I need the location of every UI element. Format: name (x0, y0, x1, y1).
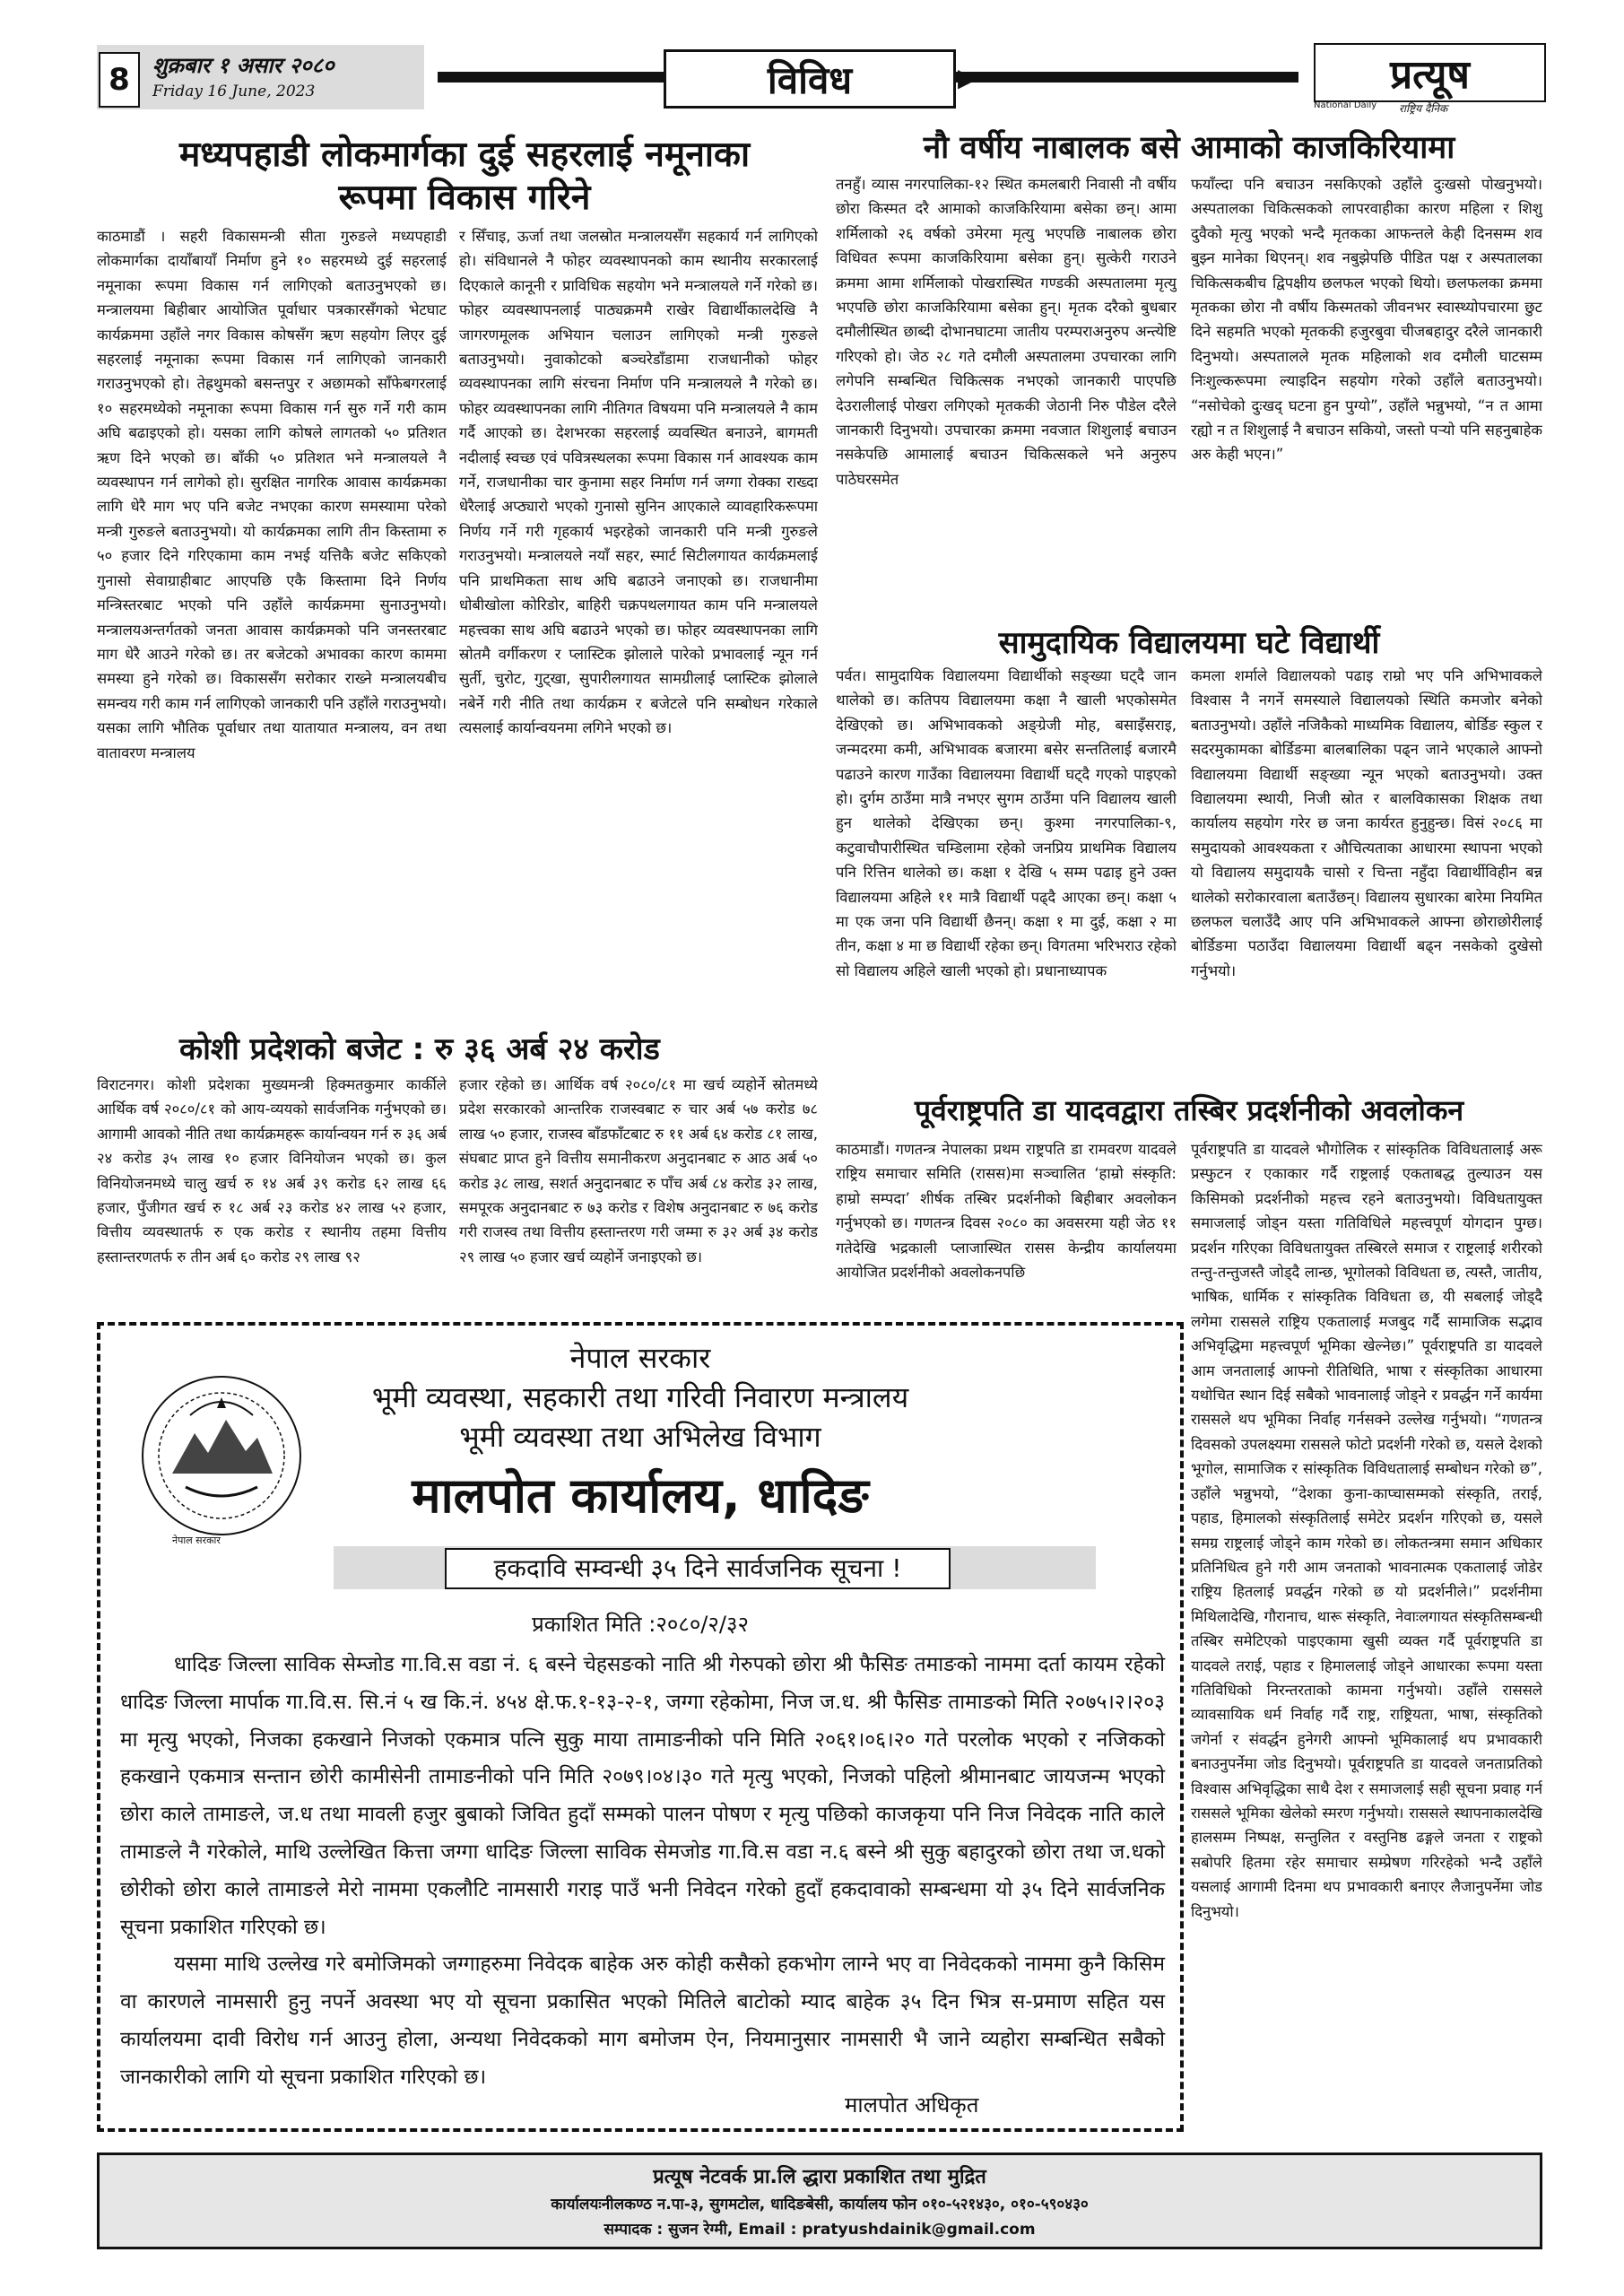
notice-body (120, 1647, 1165, 2097)
article1-headline-1: मध्यपहाडी लोकमार्गका दुई सहरलाई नमूनाका (178, 135, 751, 175)
article1-col2-text: र सिँचाइ, ऊर्जा तथा जलस्रोत मन्त्रालयसँग सहकार्य गर्न लागिएको हो। संविधानले नै फोहर व्यवस्थापनको काम स्थानीय सरकारलाई दिएकाले कानूनी र प्राविधिक सहयोग भने मन्त्रालयले गर्ने गरेको छ। फोहर व्यवस्थापनलाई पाठ्यक्रममै राखेर विद्यार्थीकालदेखि नै जागरणमूलक अभियान चलाउन लागिएको मन्त्री गुरुङले बताउनुभयो। नुवाकोटको बञ्चरेडाँडामा राजधानीको फोहर व्यवस्थापनका लागि संरचना निर्माण पनि मन्त्रालयले नै गरेको छ। फोहर व्यवस्थापनका लागि नीतिगत विषयमा पनि मन्त्रालयले नै काम गर्दै आएको छ। देशभरका सहरलाई व्यवस्थित बनाउने, बागमती नदीलाई स्वच्छ एवं पवित्रस्थलका रूपमा विकास गर्न आवश्यक काम गर्ने, राजधानीका चार कुनामा सहर निर्माण गर्न जग्गा रोक्का राख्दा धेरैलाई अप्ठ्यारो भएको गुनासो सुनिन आएकाले व्यावहारिकरूपमा निर्णय गर्ने गरी गृहकार्य भइरहेको जानकारी पनि मन्त्री गुरुङले गराउनुभयो। मन्त्रालयले नयाँ सहर, स्मार्ट सिटीलगायत कार्यक्रमलाई पनि प्राथमिकता साथ अघि बढाउने जनाएको छ। राजधानीमा धोबीखोला कोरिडोर, बाहिरी चक्रपथलगायत काम पनि मन्त्रालयले महत्त्वका साथ अघि बढाउने भएको छ। फोहर व्यवस्थापनका लागि स्रोतमै वर्गीकरण र प्लास्टिक झोलाले पारेको प्रभावलाई न्यून गर्न सुर्ती, चुरोट, गुट्खा, सुपारीलगायत सामग्रीलाई प्लास्टिक झोलाले नबेर्ने गरी नीति तथा कार्यक्रम र बजेटले पनि सम्बोधन गरेकाले त्यसलाई कार्यान्वयनमा लगिने भएको छ। (459, 228, 818, 737)
article2-col1 (97, 1073, 447, 1315)
article3-col1-text: तनहुँ। व्यास नगरपालिका-१२ स्थित कमलबारी निवासी नौ वर्षीय छोरा किस्मत दरै आमाको काजकिरियामा बसेका छन्। आमा शर्मिलाको २६ वर्षको उमेरमा मृत्यु भएपछि नाबालक छोरा विधिवत रूपमा काजकिरियामा बसेका हुन्। सुत्केरी गराउने क्रममा आमा शर्मिलाको पोखरास्थित गण्डकी अस्पतालमा मृत्यु भएपछि छोरा काजकिरियामा बसेका हुन्। मृतक दरैको बुधबार दमौलीस्थित छाब्दी दोभानघाटमा जातीय परम्पराअनुरुप अन्त्येष्टि गरिएको हो। जेठ २८ गते दमौली अस्पतालमा उपचारका लागि लगेपनि सम्बन्धित चिकित्सक नभएको जानकारी पाएपछि देउरालीलाई पोखरा लगिएको मृतककी जेठानी निरु पौडेल दरैले जानकारी दिनुभयो। उपचारका क्रममा नवजात शिशुलाई बचाउन नसकेपछि आमालाई बचाउन चिकित्सकले भने अनुरुप पाठेघरसमेत (836, 176, 1177, 488)
notice-title: हकदावि सम्वन्धी ३५ दिने सार्वजनिक सूचना ! (445, 1548, 951, 1589)
article2-col2-text: हजार रहेको छ। आर्थिक वर्ष २०८०/८१ मा खर्च व्यहोर्ने स्रोतमध्ये प्रदेश सरकारको आन्तरिक राजस्वबाट रु चार अर्ब ५७ करोड ७८ लाख ५० हजार, राजस्व बाँडफाँटबाट रु ११ अर्ब ६४ करोड ८१ लाख, संघबाट प्राप्त हुने वित्तीय समानीकरण अनुदानबाट रु आठ अर्ब ५० करोड ३८ लाख, सशर्त अनुदानबाट रु पाँच अर्ब ८४ करोड ३२ लाख, समपूरक अनुदानबाट रु ७३ करोड र विशेष अनुदानबाट रु ७६ करोड गरी राजस्व तथा वित्तीय हस्तान्तरण गरी जम्मा रु ३२ अर्ब ३४ करोड २९ लाख ५० हजार खर्च व्यहोर्ने जनाइएको छ। (459, 1076, 818, 1265)
notice-published-date: प्रकाशित मिति :२०८०/२/३२ (532, 1612, 749, 1637)
article5-col1 (836, 1137, 1177, 1317)
article4-col1-text: पर्वत। सामुदायिक विद्यालयमा विद्यार्थीको सङ्ख्या घट्दै जान थालेको छ। कतिपय विद्यालयमा कक्षा नै खाली भएकोसमेत देखिएको छ। अभिभावकको अङ्ग्रेजी मोह, बसाइँसराइ, जन्मदरमा कमी, अभिभावक बजारमा बसेर सन्ततिलाई बजारमै पढाउने कारण गाउँका विद्यालयमा विद्यार्थी घट्दै गएको पाइएको हो। दुर्गम ठाउँमा मात्रै नभएर सुगम ठाउँमा पनि विद्यालय खाली हुन थालेको देखिएका छन्। कुश्मा नगरपालिका-९, कटुवाचौपारीस्थित चम्डिलामा रहेको जनप्रिय प्राथमिक विद्यालय पनि रित्तिन थालेको छ। कक्षा १ देखि ५ सम्म पढाइ हुने उक्त विद्यालयमा अहिले ११ मात्रै विद्यार्थी पढ्दै आएका छन्। कक्षा ५ मा एक जना पनि विद्यार्थी छैनन्। कक्षा १ मा दुई, कक्षा २ मा तीन, कक्षा ४ मा छ विद्यार्थी रहेका छन्। विगतमा भरिभराउ रहेको सो विद्यालय अहिले खाली भएको हो। प्रधानाध्यापक (836, 667, 1177, 979)
notice-signature: मालपोत अधिकृत (845, 2092, 979, 2118)
footer (97, 2152, 1542, 2249)
section-title: विविध (664, 49, 956, 109)
article5-headline: पूर्वराष्ट्रपति डा यादवद्वारा तस्बिर प्रदर्शनीको अवलोकन (914, 1093, 1464, 1127)
article4-col1 (836, 664, 1177, 1085)
newspaper-logo: प्रत्यूष (1314, 43, 1546, 102)
footer-line2: कार्यालयःनीलकण्ठ न.पा-३, सुगमटोल, धादिङबेसी, कार्यालय फोन ०१०-५२१४३०, ०१०-५९०४३० (551, 2196, 1089, 2213)
article3-col1 (836, 172, 1177, 612)
logo-national: National Daily (1314, 100, 1377, 110)
date-nepali: शुक्रबार १ असार २०८० (152, 53, 334, 78)
article2-col1-text: विराटनगर। कोशी प्रदेशका मुख्यमन्त्री हिक्मतकुमार कार्कीले आर्थिक वर्ष २०८०/८१ को आय-व्ययको सार्वजनिक गर्नुभएको छ। आगामी आवको नीति तथा कार्यक्रमहरू कार्यान्वयन गर्न रु ३६ अर्ब २४ करोड ३५ लाख १० हजार विनियोजन भएको छ। कुल विनियोजनमध्ये चालु खर्च रु १४ अर्ब ३९ करोड ६२ लाख ६६ हजार, पुँजीगत खर्च रु १८ अर्ब २३ करोड ४२ लाख ५२ हजार, वित्तीय व्यवस्थातर्फ रु एक करोड र स्थानीय तहमा वित्तीय हस्तान्तरणतर्फ रु तीन अर्ब ६० करोड २९ लाख ९२ (97, 1076, 447, 1265)
article1-headline-2: रूपमा विकास गरिने (338, 178, 591, 218)
footer-line3: सम्पादक : सुजन रेग्मी, Email : pratyushdainik@gmail.com (604, 2221, 1036, 2239)
notice-line1: नेपाल सरकार (569, 1341, 711, 1375)
article2-headline: कोशी प्रदेशको बजेट : रु ३६ अर्ब २४ करोड (179, 1031, 660, 1067)
article2-col2 (459, 1073, 818, 1315)
article1-col2 (459, 224, 818, 1031)
article3-col2-text: फयाँल्दा पनि बचाउन नसकिएको उहाँले दुःखसो पोखनुभयो। अस्पतालका चिकित्सकको लापरवाहीका कारण महिला र शिशु दुवैको मृत्यु भएको भन्दै मृतकका आफन्तले केही दिनसम्म शव बुझ्न मानेका थिएनन्। शव नबुझेपछि पीडित पक्ष र अस्पतालका चिकित्सकबीच द्विपक्षीय छलफल भएको थियो। छलफलका क्रममा मृतकका छोरा नौ वर्षीय किस्मतको जीवनभर स्वास्थ्योपचारमा छुट दिने सहमति भएको मृतककी हजुरबुवा चीजबहादुर दरैले जानकारी दिनुभयो। अस्पतालले मृतक महिलाको शव दमौली घाटसम्म निःशुल्करूपमा ल्याइदिन सहयोग गरेको उहाँले बताउनुभयो। “नसोचेको दुःखद् घटना हुन पुग्यो”, उहाँले भन्नुभयो, “न त आमा रह्यो न त शिशुलाई नै बचाउन सकियो, जस्तो पर्‍यो पनि सहनुबाहेक अरु केही भएन।” (1191, 176, 1542, 464)
right-arrow-icon: ▶ (958, 63, 977, 92)
article4-col2 (1191, 664, 1542, 1085)
footer-line1: प्रत्यूष नेटवर्क प्रा.लि द्धारा प्रकाशित तथा मुद्रित (653, 2166, 986, 2188)
article3-col2 (1191, 172, 1542, 612)
article5-col2 (1191, 1137, 1542, 2142)
article1-col1 (97, 224, 447, 1031)
notice-para2: यसमा माथि उल्लेख गरे बमोजिमको जग्गाहरुमा निवेदक बाहेक अरु कोही कसैको हकभोग लाग्ने भए वा निवेदकको नाममा कुनै किसिम वा कारणले नामसारी हुनु नपर्ने अवस्था भए यो सूचना प्रकासित भएको मितिले बाटोको म्याद बाहेक ३५ दिन भित्र स-प्रमाण सहित यस कार्यालयमा दावी विरोध गर्न आउनु होला, अन्यथा निवेदकको माग बमोजम ऐन, नियमानुसार नामसारी भै जाने व्यहोरा सम्बन्धित सबैको जानकारीको लागि यो सूचना प्रकाशित गरिएको छ। (120, 1952, 1165, 2089)
emblem-caption: नेपाल सरकार (172, 1535, 221, 1546)
notice-office: मालपोत कार्यालय, धादिङ (412, 1467, 869, 1524)
notice-para1: धादिङ जिल्ला साविक सेम्जोड गा.वि.स वडा नं. ६ बस्ने चेहसङको नाति श्री गेरुपको छोरा श्री फैसिङ तमाङको नाममा दर्ता कायम रहेको धादिङ जिल्ला मार्पाक गा.वि.स. सि.नं ५ ख कि.नं. ४५४ क्षे.फ.१-१३-२-१, जग्गा रहेकोमा, निज ज.ध. श्री फैसिङ तामाङको मिति २०७५।२।२०३ मा मृत्यु भएको, निजका हकखाने निजको एकमात्र पत्नि सुकु माया तामाङनीको पनि मिति २०६१।०६।२० गते परलोक भएको र नजिकको हकखाने एकमात्र सन्तान छोरी कामीसेनी तामाङनीको पनि मिति २०७९।०४।३० गते मृत्यु भएको, निजको पहिलो श्रीमानबाट जायजन्म भएको छोरा काले तामाङले, ज.ध तथा मावली हजुर बुबाको जिवित हुदाँ सम्मको पालन पोषण र मृत्यु पछिको काजकृया पनि निज निवेदक नाति काले तामाङले नै गरेकोले, माथि उल्लेखित कित्ता जग्गा धादिङ जिल्ला साविक सेमजोड गा.वि.स वडा न.६ बस्ने श्री सुकु बहादुरको छोरा तथा ज.धको छोरीको छोरा काले तामाङले मेरो नाममा एकलौटि नामसारी गराइ पाउँ भनी निवेदन गरेको हुदाँ हकदावाको सम्बन्धमा यो ३५ दिने सार्वजनिक सूचना प्रकाशित गरिएको छ। (120, 1653, 1165, 1939)
article4-headline: सामुदायिक विद्यालयमा घटे विद्यार्थी (998, 625, 1380, 661)
article1-col1-text: काठमाडौं । सहरी विकासमन्त्री सीता गुरुङले मध्यपहाडी लोकमार्गका दायाँबायाँ निर्माण हुने १० सहरमध्ये दुई सहरलाई नमूनाका रूपमा विकास गर्न लागिएको बताउनुभएको छ। मन्त्रालयमा बिहीबार आयोजित पूर्वाधार पत्रकारसँगको भेटघाट कार्यक्रममा उहाँले नगर विकास कोषसँग ऋण सहयोग लिएर दुई सहरलाई नमूनाका रूपमा विकास गर्न लागिएको जानकारी गराउनुभएको हो। तेह्रथुमको बसन्तपुर र अछामको साँफेबगरलाई १० सहरमध्येको नमूनाका रूपमा विकास गर्न सुरु गर्ने गरी काम अघि बढाइएको हो। यसका लागि कोषले लागतको ५० प्रतिशत ऋण दिने भएको छ। बाँकी ५० प्रतिशत भने मन्त्रालयले नै व्यवस्थापन गर्न लागेको हो। सुरक्षित नागरिक आवास कार्यक्रमका लागि धेरै माग भए पनि बजेट नभएका कारण समस्यामा परेको मन्त्री गुरुङले बताउनुभयो। यो कार्यक्रमका लागि तीन किस्तामा रु ५० हजार दिने गरिएकामा काम नभई यत्तिकै बजेट सकिएको गुनासो सेवाग्राहीबाट आएपछि एकै किस्तामा दिने निर्णय मन्त्रिस्तरबाट भएको पनि उहाँले कार्यक्रममा सुनाउनुभयो। मन्त्रालयअन्तर्गतको जनता आवास कार्यक्रमको पनि जनस्तरबाट माग धेरै आउने गरेको छ। तर बजेटको अभावका कारण काममा समस्या हुने गरेको छ। विकाससँग सरोकार राख्ने मन्त्रालयबीच समन्वय गरी काम गर्न लागिएको जानकारी पनि उहाँले गराउनुभयो। यसका लागि भौतिक पूर्वाधार तथा यातायात मन्त्रालय, वन तथा वातावरण मन्त्रालय (97, 228, 447, 761)
article4-col2-text: कमला शर्माले विद्यालयको पढाइ राम्रो भए पनि अभिभावकले विश्वास नै नगर्ने समस्याले विद्यालयको स्थिति कमजोर बनेको बताउनुभयो। उहाँले नजिकैको माध्यमिक विद्यालय, बोर्डिङ स्कुल र सदरमुकामका बोर्डिङमा बालबालिका पढ्न जाने भएकाले आफ्नो विद्यालयमा विद्यार्थी सङ्ख्या न्यून भएको बताउनुभयो। उक्त विद्यालयमा स्थायी, निजी स्रोत र बालविकासका शिक्षक तथा कार्यालय सहयोग गरेर छ जना कार्यरत हुनुहुन्छ। विसं २०८६ मा समुदायको आवश्यकता र औचित्यताका आधारमा स्थापना भएको यो विद्यालय समुदायकै चासो र चिन्ता नहुँदा विद्यार्थीविहीन बन्न थालेको सरोकारवाला बताउँछन्। विद्यालय सुधारका बारेमा नियमित छलफल चलाउँदै आए पनि अभिभावकले आफ्ना छोराछोरीलाई बोर्डिङमा पठाउँदा विद्यालयमा विद्यार्थी बढ्न नसकेको दुखेसो गर्नुभयो। (1191, 667, 1542, 979)
article5-col2-text: पूर्वराष्ट्रपति डा यादवले भौगोलिक र सांस्कृतिक विविधतालाई अरू प्रस्फुटन र एकाकार गर्दै राष्ट्रलाई एकताबद्ध तुल्याउन यस किसिमको प्रदर्शनीको महत्त्व रहने बताउनुभयो। विविधतायुक्त समाजलाई जोड्न यस्ता गतिविधिले महत्त्वपूर्ण योगदान पुग्छ। प्रदर्शन गरिएका विविधतायुक्त तस्बिरले समाज र राष्ट्रलाई शरीरको तन्तु-तन्तुजस्तै जोड्दै लान्छ, भूगोलको विविधता छ, त्यस्तै, जातीय, भाषिक, धार्मिक र सांस्कृतिक विविधता छ, यी सबलाई जोड्दै लगेमा राससले राष्ट्रिय एकतालाई मजबुद गर्दै सामाजिक सद्भाव अभिवृद्धिमा महत्त्वपूर्ण भूमिका खेल्नेछ।” पूर्वराष्ट्रपति डा यादवले आम जनतालाई आफ्नो रीतिथिति, भाषा र संस्कृतिका आधारमा यथोचित स्थान दिई सबैको भावनालाई जोड्ने र प्रवर्द्धन गर्ने कार्यमा राससले थप भूमिका निर्वाह गर्नसक्ने उल्लेख गर्नुभयो। “गणतन्त्र दिवसको उपलक्ष्यमा राससले फोटो प्रदर्शनी गरेको छ, यसले देशको भूगोल, सामाजिक र सांस्कृतिक विविधतालाई सम्बोधन गरेको छ”, उहाँले भन्नुभयो, “देशका कुना-काप्चासम्मको संस्कृति, तराई, पहाड, हिमालको संस्कृतिलाई समेटेर प्रदर्शन गरिएको छ, यसले समग्र राष्ट्रलाई जोड्ने काम गरेको छ। लोकतन्त्रमा समान अधिकार प्रतिनिधित्व हुने गरी आम जनताको भावनात्मक एकतालाई जोडेर राष्ट्रिय हितलाई प्रवर्द्धन गरेको छ यो प्रदर्शनीले।” प्रदर्शनीमा मिथिलादेखि, गौरानाच, थारू संस्कृति, नेवाःलगायत संस्कृतिसम्बन्धी तस्बिर समेटिएको पाइएकामा खुसी व्यक्त गर्दै पूर्वराष्ट्रपति डा यादवले तराई, पहाड र हिमाललाई जोड्ने आधारका रूपमा यस्ता गतिविधिको निरन्तरताको कामना गर्नुभयो। उहाँले राससले व्यावसायिक धर्म निर्वाह गर्दै राष्ट्र, राष्ट्रियता, भाषा, संस्कृतिको जगेर्ना र संवर्द्धन हुनेगरी आफ्नो भूमिकालाई थप प्रभावकारी बनाउनुपर्नेमा जोड दिनुभयो। पूर्वराष्ट्रपति डा यादवले जनताप्रतिको विश्वास अभिवृद्धिका साथै देश र समाजलाई सही सूचना प्रवाह गर्न राससले भूमिका खेलेको स्मरण गर्नुभयो। राससले स्थापनाकालदेखि हालसम्म निष्पक्ष, सन्तुलित र वस्तुनिष्ठ ढङ्गले जनता र राष्ट्रको सबोपरि हितमा रहेर समाचार सम्प्रेषण गरिरहेको भन्दै उहाँले यसलाई आगामी दिनमा थप प्रभावकारी बनाएर लैजानुपर्नेमा जोड दिनुभयो। (1191, 1141, 1542, 1920)
public-notice (97, 1322, 1184, 2132)
date-english: Friday 16 June, 2023 (152, 83, 316, 100)
notice-line2: भूमी व्यवस्था, सहकारी तथा गरिवी निवारण मन्त्रालय (371, 1380, 909, 1414)
notice-line3: भूमी व्यवस्था तथा अभिलेख विभाग (459, 1420, 821, 1454)
article3-headline: नौ वर्षीय नाबालक बसे आमाको काजकिरियामा (923, 130, 1455, 166)
logo-tagline: राष्ट्रिय दैनिक (1399, 102, 1448, 115)
article5-col1-text: काठमाडौं। गणतन्त्र नेपालका प्रथम राष्ट्रपति डा रामवरण यादवले राष्ट्रिय समाचार समिति (रासस)मा सञ्चालित ‘हाम्रो संस्कृति: हाम्रो सम्पदा’ शीर्षक तस्बिर प्रदर्शनीको बिहीबार अवलोकन गर्नुभएको छ। गणतन्त्र दिवस २०८० का अवसरमा यही जेठ ११ गतेदेखि भद्रकाली प्लाजास्थित रासस केन्द्रीय कार्यालयमा आयोजित प्रदर्शनीको अवलोकनपछि (836, 1141, 1177, 1282)
page-number: 8 (99, 52, 140, 108)
